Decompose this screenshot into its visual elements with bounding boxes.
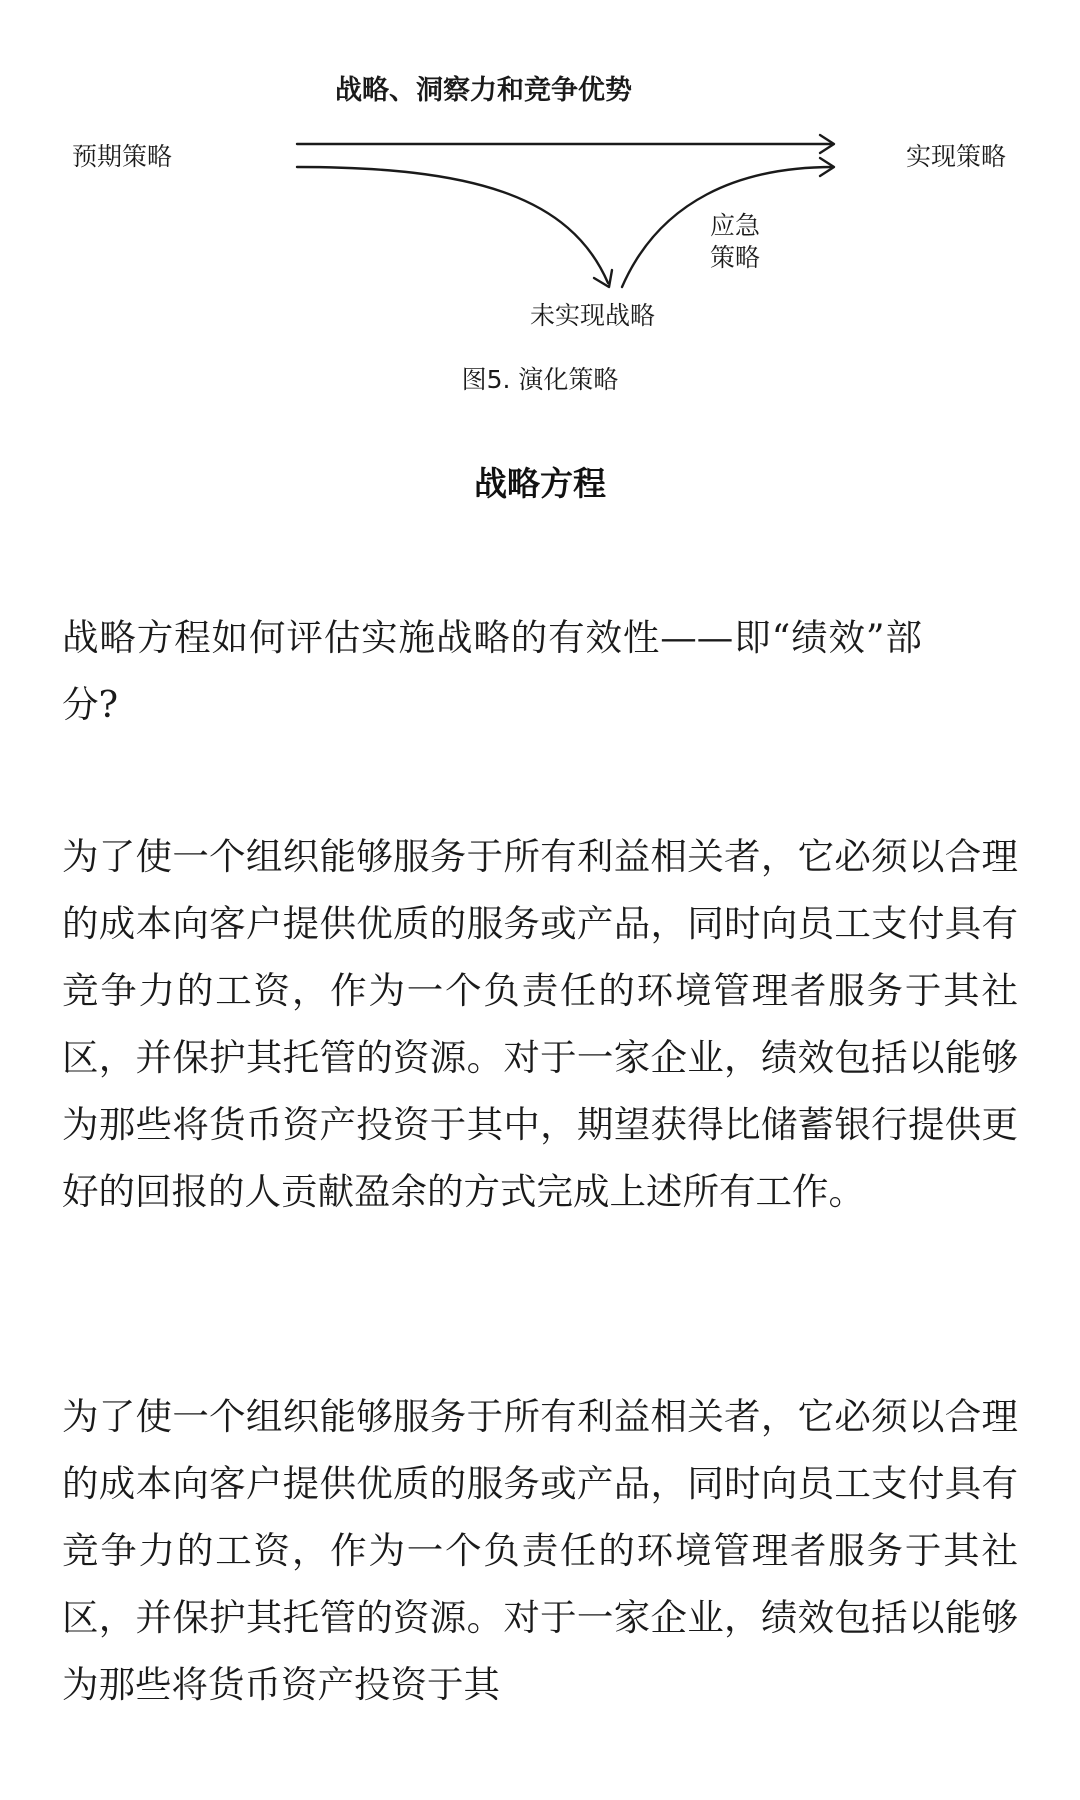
- intended-lower-line: [297, 167, 608, 283]
- emergent-label-line2: 策略: [710, 243, 761, 272]
- diagram-top-label: 战略、洞察力和竞争优势: [335, 75, 632, 106]
- figure-caption: 图5. 演化策略: [461, 365, 619, 394]
- unrealized-strategy-label: 未实现战略: [530, 301, 656, 330]
- body-paragraph-1: 为了使一个组织能够服务于所有利益相关者，它必须以合理的成本向客户提供优质的服务或产品，同时向员工支付具有竞争力的工资，作为一个负责任的环境管理者服务于其社区，并保护其托管的资源。对于一家企业，绩效包括以能够为那些将货币资产投资于其中，期望获得比储蓄银行提供更好的回报的人贡献盈余的方式完成上述所有工作。: [62, 835, 1018, 1213]
- diagram-arrows: [0, 0, 1080, 400]
- emergent-strategy-label: [710, 210, 760, 274]
- emergent-strategy-diagram: [0, 0, 1080, 400]
- body-paragraph-2: 为了使一个组织能够服务于所有利益相关者，它必须以合理的成本向客户提供优质的服务或产品，同时向员工支付具有竞争力的工资，作为一个负责任的环境管理者服务于其社区，并保护其托管的资源。对于一家企业，绩效包括以能够为那些将货币资产投资于其: [62, 1395, 1018, 1706]
- question-paragraph: 战略方程如何评估实施战略的有效性——即“绩效”部分?: [62, 616, 922, 726]
- emergent-label-line1: 应急: [710, 211, 761, 240]
- intended-strategy-label: 预期策略: [72, 142, 173, 171]
- section-title: 战略方程: [474, 464, 606, 503]
- realized-strategy-label: 实现策略: [906, 142, 1007, 171]
